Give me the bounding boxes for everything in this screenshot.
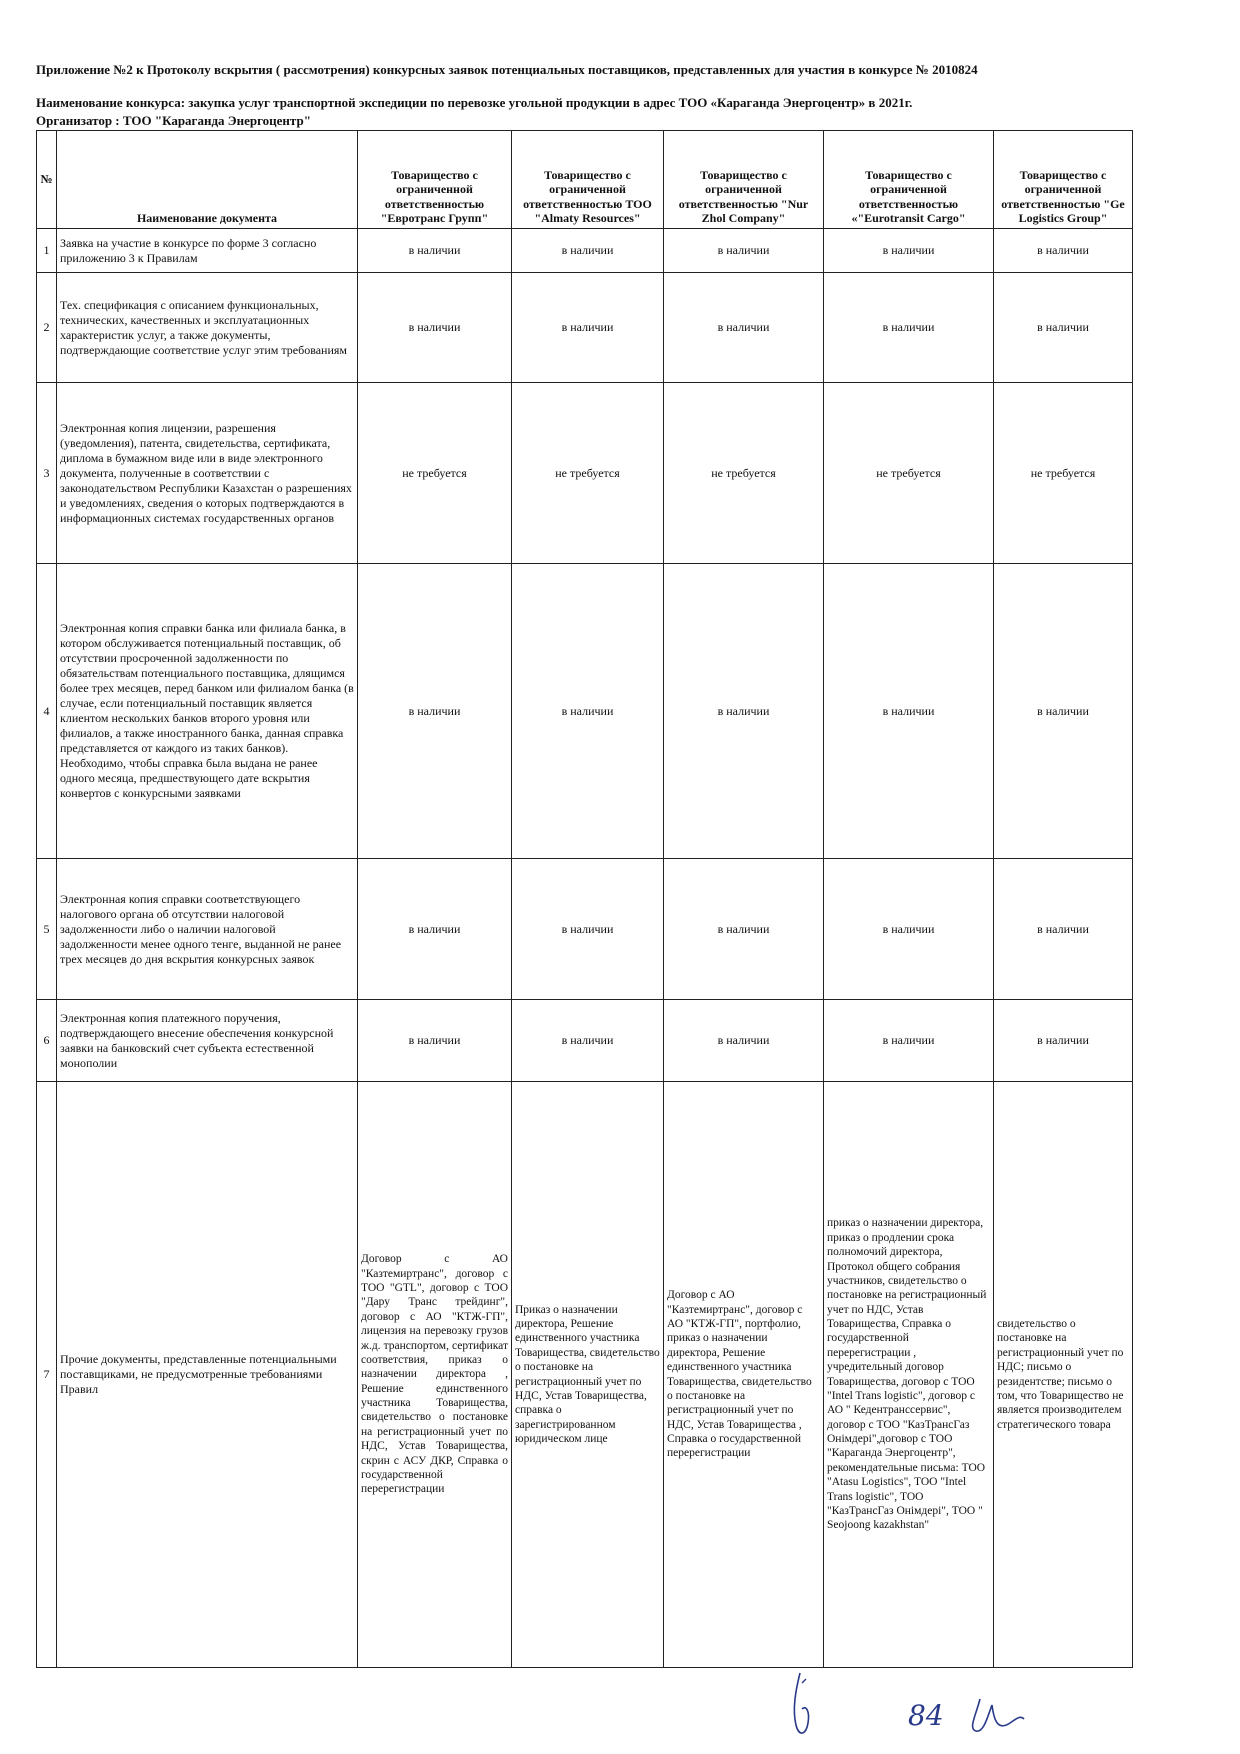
supplier-header: Товарищество с ограниченной ответственностью ТОО "Almaty Resources"	[512, 131, 664, 229]
document-name: Прочие документы, представленные потенциальными поставщиками, не предусмотренные требованиями Правил	[57, 1082, 358, 1668]
status-cell: в наличии	[512, 229, 664, 273]
status-cell: в наличии	[824, 859, 994, 1000]
document-name: Заявка на участие в конкурсе по форме 3 согласно приложению 3 к Правилам	[57, 229, 358, 273]
table-row	[37, 1082, 1133, 1668]
table-row	[37, 1000, 1133, 1082]
col-num-header: №	[37, 131, 57, 229]
supplier-header: Товарищество с ограниченной ответственностью "Ge Logistics Group"	[994, 131, 1133, 229]
documents-cell: Приказ о назначении директора, Решение единственного участника Товарищества, свидетельство о постановке на регистрационный учет по НДС, Устав Товарищества, справка о зарегистрированном юридическом лице	[512, 1082, 664, 1668]
supplier-header: Товарищество с ограниченной ответственностью "Евротранс Групп"	[358, 131, 512, 229]
status-cell: в наличии	[994, 273, 1133, 383]
status-cell: в наличии	[358, 1000, 512, 1082]
col-name-header: Наименование документа	[57, 131, 358, 229]
status-cell: в наличии	[358, 564, 512, 859]
status-cell: не требуется	[994, 383, 1133, 564]
row-number: 4	[37, 564, 57, 859]
documents-cell: свидетельство о постановке на регистрационный учет по НДС; письмо о резидентстве; письмо о том, что Товарищество не является производителем стратегического товара	[994, 1082, 1133, 1668]
organizer: Организатор : ТОО "Караганда Энергоцентр"	[36, 113, 311, 128]
table-row	[37, 229, 1133, 273]
document-name: Электронная копия платежного поручения, подтверждающего внесение обеспечения конкурсной заявки на банковский счет субъекта естественной монополии	[57, 1000, 358, 1082]
status-cell: в наличии	[664, 859, 824, 1000]
documents-cell: Договор с АО "Казтемиртранс", договор с АО "КТЖ-ГП", портфолио, приказ о назначении директора, Решение единственного участника Товарищества, свидетельство о постановке на регистрационный учет по НДС, Устав Товарищества , Справка о государственной перерегистрации	[664, 1082, 824, 1668]
documents-cell: приказ о назначении директора, приказ о продлении срока полномочий директора, Протокол общего собрания участников, свидетельство о постановке на регистрационный учет по НДС, Устав Товарищества, Справка о государственной перерегистрации , учредительный договор Товарищества, договор с ТОО "Intel Trans logistic", договор с АО " Кедентранссервис", договор с ТОО "КазТрансГаз Онімдері",договор с ТОО "Караганда Энергоцентр", рекомендательные письма: ТОО "Atasu Logistics", ТОО "Intel Trans logistic", ТОО "КазТрансГаз Онімдері", ТОО " Seojoong kazakhstan"	[824, 1082, 994, 1668]
status-cell: в наличии	[824, 273, 994, 383]
status-cell: не требуется	[512, 383, 664, 564]
table-row	[37, 273, 1133, 383]
document-name: Тех. спецификация с описанием функциональных, технических, качественных и эксплуатационных характеристик услуг, а также документы, подтверждающие соответствие услуг этим требованиям	[57, 273, 358, 383]
status-cell: в наличии	[994, 859, 1133, 1000]
tender-name: Наименование конкурса: закупка услуг транспортной экспедиции по перевозке угольной продукции в адрес ТОО «Караганда Энергоцентр» в 2021г.	[36, 95, 913, 110]
status-cell: в наличии	[664, 564, 824, 859]
status-cell: в наличии	[512, 859, 664, 1000]
status-cell: в наличии	[358, 273, 512, 383]
status-cell: не требуется	[664, 383, 824, 564]
status-cell: в наличии	[824, 1000, 994, 1082]
status-cell: в наличии	[664, 229, 824, 273]
table-header-row	[37, 131, 1133, 229]
comparison-table	[36, 130, 1133, 1668]
row-number: 1	[37, 229, 57, 273]
document-name: Электронная копия лицензии, разрешения (уведомления), патента, свидетельства, сертификата, диплома в бумажном виде или в виде электронного документа, полученные в соответствии с законодательством Республики Казахстан о разрешениях и уведомлениях, сведения о которых подтверждаются в информационных системах государственных органов	[57, 383, 358, 564]
signature-marks	[780, 1665, 1080, 1745]
status-cell: в наличии	[824, 564, 994, 859]
document-name: Электронная копия справки банка или филиала банка, в котором обслуживается потенциальный поставщик, об отсутствии просроченной задолженности по обязательствам потенциального поставщика, длящимся более трех месяцев, перед банком или филиалом банка (в случае, если потенциальный поставщик является клиентом нескольких банков второго уровня или филиалов, а также иностранного банка, данная справка представляется от каждого из таких банков). Необходимо, чтобы справка была выдана не ранее одного месяца, предшествующего дате вскрытия конвертов с конкурсными заявками	[57, 564, 358, 859]
status-cell: в наличии	[664, 273, 824, 383]
table-row	[37, 859, 1133, 1000]
status-cell: в наличии	[512, 564, 664, 859]
row-number: 6	[37, 1000, 57, 1082]
status-cell: в наличии	[664, 1000, 824, 1082]
supplier-header: Товарищество с ограниченной ответственностью «"Eurotransit Cargo"	[824, 131, 994, 229]
status-cell: в наличии	[994, 564, 1133, 859]
document-title: Приложение №2 к Протоколу вскрытия ( рассмотрения) конкурсных заявок потенциальных поставщиков, представленных для участия в конкурсе № 2010824	[36, 62, 978, 77]
page-number-handwritten: 84	[908, 1699, 944, 1732]
status-cell: в наличии	[824, 229, 994, 273]
table-row	[37, 564, 1133, 859]
row-number: 7	[37, 1082, 57, 1668]
status-cell: в наличии	[512, 1000, 664, 1082]
status-cell: не требуется	[358, 383, 512, 564]
document-name: Электронная копия справки соответствующего налогового органа об отсутствии налоговой задолженности либо о наличии налоговой задолженности менее одного тенге, выданной не ранее трех месяцев до дня вскрытия конкурсных заявок	[57, 859, 358, 1000]
row-number: 3	[37, 383, 57, 564]
status-cell: не требуется	[824, 383, 994, 564]
status-cell: в наличии	[994, 1000, 1133, 1082]
status-cell: в наличии	[994, 229, 1133, 273]
row-number: 2	[37, 273, 57, 383]
row-number: 5	[37, 859, 57, 1000]
status-cell: в наличии	[512, 273, 664, 383]
documents-cell: Договор с АО "Казтемиртранс", договор с ТОО "GTL", договор с ТОО "Дару Транс трейдинг", договор с АО "КТЖ-ГП", лицензия на перевозку грузов ж.д. транспортом, сертификат соответствия, приказ о назначении директора , Решение единственного участника Товарищества, свидетельство о постановке на регистрационный учет по НДС, Устав Товарищества, скрин с АСУ ДКР, Справка о государственной перерегистрации	[358, 1082, 512, 1668]
status-cell: в наличии	[358, 229, 512, 273]
status-cell: в наличии	[358, 859, 512, 1000]
table-row	[37, 383, 1133, 564]
supplier-header: Товарищество с ограниченной ответственностью "Nur Zhol Company"	[664, 131, 824, 229]
